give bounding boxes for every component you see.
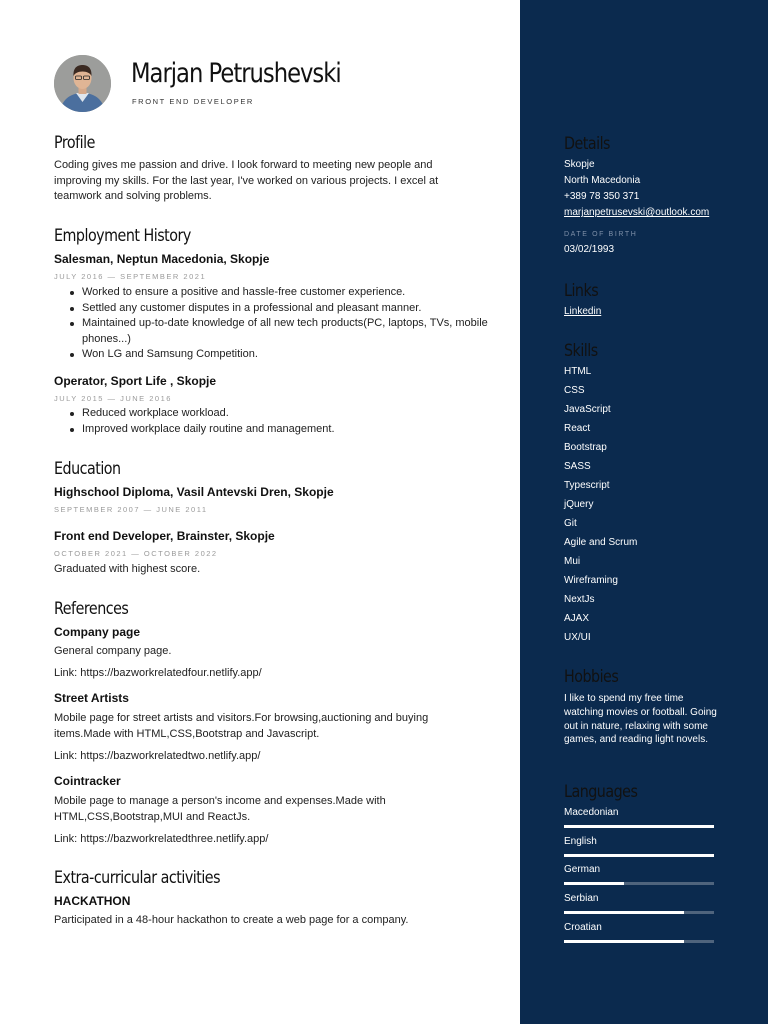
skill-item: Typescript — [564, 480, 610, 491]
language-level-fill — [564, 940, 684, 943]
language-level-bar — [564, 940, 714, 943]
job-bullet: Worked to ensure a positive and hassle-free customer experience. — [82, 285, 510, 301]
language-name: English — [564, 836, 597, 847]
extra-desc: Participated in a 48-hour hackathon to create a web page for a company. — [54, 914, 409, 926]
skill-item: JavaScript — [564, 404, 611, 415]
language-level-fill — [564, 882, 624, 885]
skill-item: Mui — [564, 556, 581, 567]
links-heading: Links — [564, 281, 599, 301]
skill-item: Bootstrap — [564, 442, 607, 453]
reference-desc-2: Mobile page for street artists and visitors.For browsing,auctioning and buying items.Made with HTML,CSS,Bootstrap and Javascript. — [54, 712, 429, 740]
skill-item: React — [564, 423, 591, 434]
education-note-2: Graduated with highest score. — [54, 563, 201, 575]
skill-item: Wireframing — [564, 575, 618, 586]
education-dates-2: OCTOBER 2021 — OCTOBER 2022 — [54, 549, 218, 558]
job-bullet: Settled any customer disputes in a professional and pleasant manner. — [82, 301, 510, 317]
dob-label: DATE OF BIRTH — [564, 231, 638, 238]
dob-value: 03/02/1993 — [564, 244, 615, 255]
employment-heading: Employment History — [54, 226, 191, 246]
skills-heading: Skills — [564, 341, 598, 361]
reference-link-2[interactable]: Link: https://bazworkrelatedtwo.netlify.app/ — [54, 750, 261, 762]
skill-item: UX/UI — [564, 632, 591, 643]
reference-desc-3: Mobile page to manage a person's income and expenses.Made with HTML,CSS,Bootstrap,MUI and ReactJs. — [54, 795, 386, 823]
avatar — [54, 55, 111, 112]
job-bullet: Maintained up-to-date knowledge of all new tech products(PC, laptops, TVs, mobile phones...) — [82, 316, 510, 347]
skill-item: SASS — [564, 461, 591, 472]
reference-name-1: Company page — [54, 625, 141, 639]
details-email-link[interactable]: marjanpetrusevski@outlook.com — [564, 207, 710, 218]
job-bullets-1 — [54, 285, 510, 363]
language-level-fill — [564, 825, 714, 828]
job-dates-1: JULY 2016 — SEPTEMBER 2021 — [54, 272, 207, 281]
languages-heading: Languages — [564, 782, 638, 802]
details-heading: Details — [564, 134, 610, 154]
language-level-bar — [564, 825, 714, 828]
job-title: FRONT END DEVELOPER — [132, 97, 254, 106]
profile-heading: Profile — [54, 133, 95, 153]
job-bullets-2 — [54, 406, 510, 437]
skill-item: HTML — [564, 366, 592, 377]
reference-link-1[interactable]: Link: https://bazworkrelatedfour.netlify.app/ — [54, 667, 262, 679]
skill-item: Git — [564, 518, 577, 529]
skill-item: AJAX — [564, 613, 590, 624]
language-level-bar — [564, 911, 714, 914]
language-level-bar — [564, 882, 714, 885]
references-heading: References — [54, 599, 129, 619]
extra-title: HACKATHON — [54, 894, 131, 908]
education-heading: Education — [54, 459, 121, 479]
job-bullet: Improved workplace daily routine and management. — [82, 422, 510, 438]
extra-heading: Extra-curricular activities — [54, 868, 221, 888]
language-name: German — [564, 864, 601, 875]
job-bullet: Won LG and Samsung Competition. — [82, 347, 510, 363]
reference-name-2: Street Artists — [54, 691, 129, 705]
hobbies-text: I like to spend my free time watching movies or football. Going out in nature, relaxing with some games, and reading light novels. — [564, 693, 717, 746]
details-phone: +389 78 350 371 — [564, 191, 640, 202]
hobbies-heading: Hobbies — [564, 667, 619, 687]
language-level-fill — [564, 854, 714, 857]
skill-item: jQuery — [564, 499, 594, 510]
language-name: Croatian — [564, 922, 602, 933]
skill-item: Agile and Scrum — [564, 537, 638, 548]
sidebar — [520, 0, 768, 1024]
reference-desc-1: General company page. — [54, 645, 172, 657]
language-name: Macedonian — [564, 807, 619, 818]
job-title-1: Salesman, Neptun Macedonia, Skopje — [54, 252, 270, 266]
reference-name-3: Cointracker — [54, 774, 121, 788]
linkedin-link[interactable]: Linkedin — [564, 306, 602, 317]
language-level-bar — [564, 854, 714, 857]
language-level-fill — [564, 911, 684, 914]
profile-text: Coding gives me passion and drive. I look forward to meeting new people and improving my skills. For the last year, I've worked on various projects. I excel at teamwork and solving problems. — [54, 159, 439, 202]
education-title-2: Front end Developer, Brainster, Skopje — [54, 529, 275, 543]
skill-item: NextJs — [564, 594, 595, 605]
job-dates-2: JULY 2015 — JUNE 2016 — [54, 394, 172, 403]
education-dates-1: SEPTEMBER 2007 — JUNE 2011 — [54, 505, 208, 514]
skill-item: CSS — [564, 385, 585, 396]
details-city: Skopje — [564, 159, 595, 170]
job-bullet: Reduced workplace workload. — [82, 406, 510, 422]
education-title-1: Highschool Diploma, Vasil Antevski Dren, Skopje — [54, 485, 334, 499]
candidate-name: Marjan Petrushevski — [131, 58, 341, 89]
job-title-2: Operator, Sport Life , Skopje — [54, 374, 217, 388]
language-name: Serbian — [564, 893, 599, 904]
details-country: North Macedonia — [564, 175, 641, 186]
reference-link-3[interactable]: Link: https://bazworkrelatedthree.netlify.app/ — [54, 833, 269, 845]
